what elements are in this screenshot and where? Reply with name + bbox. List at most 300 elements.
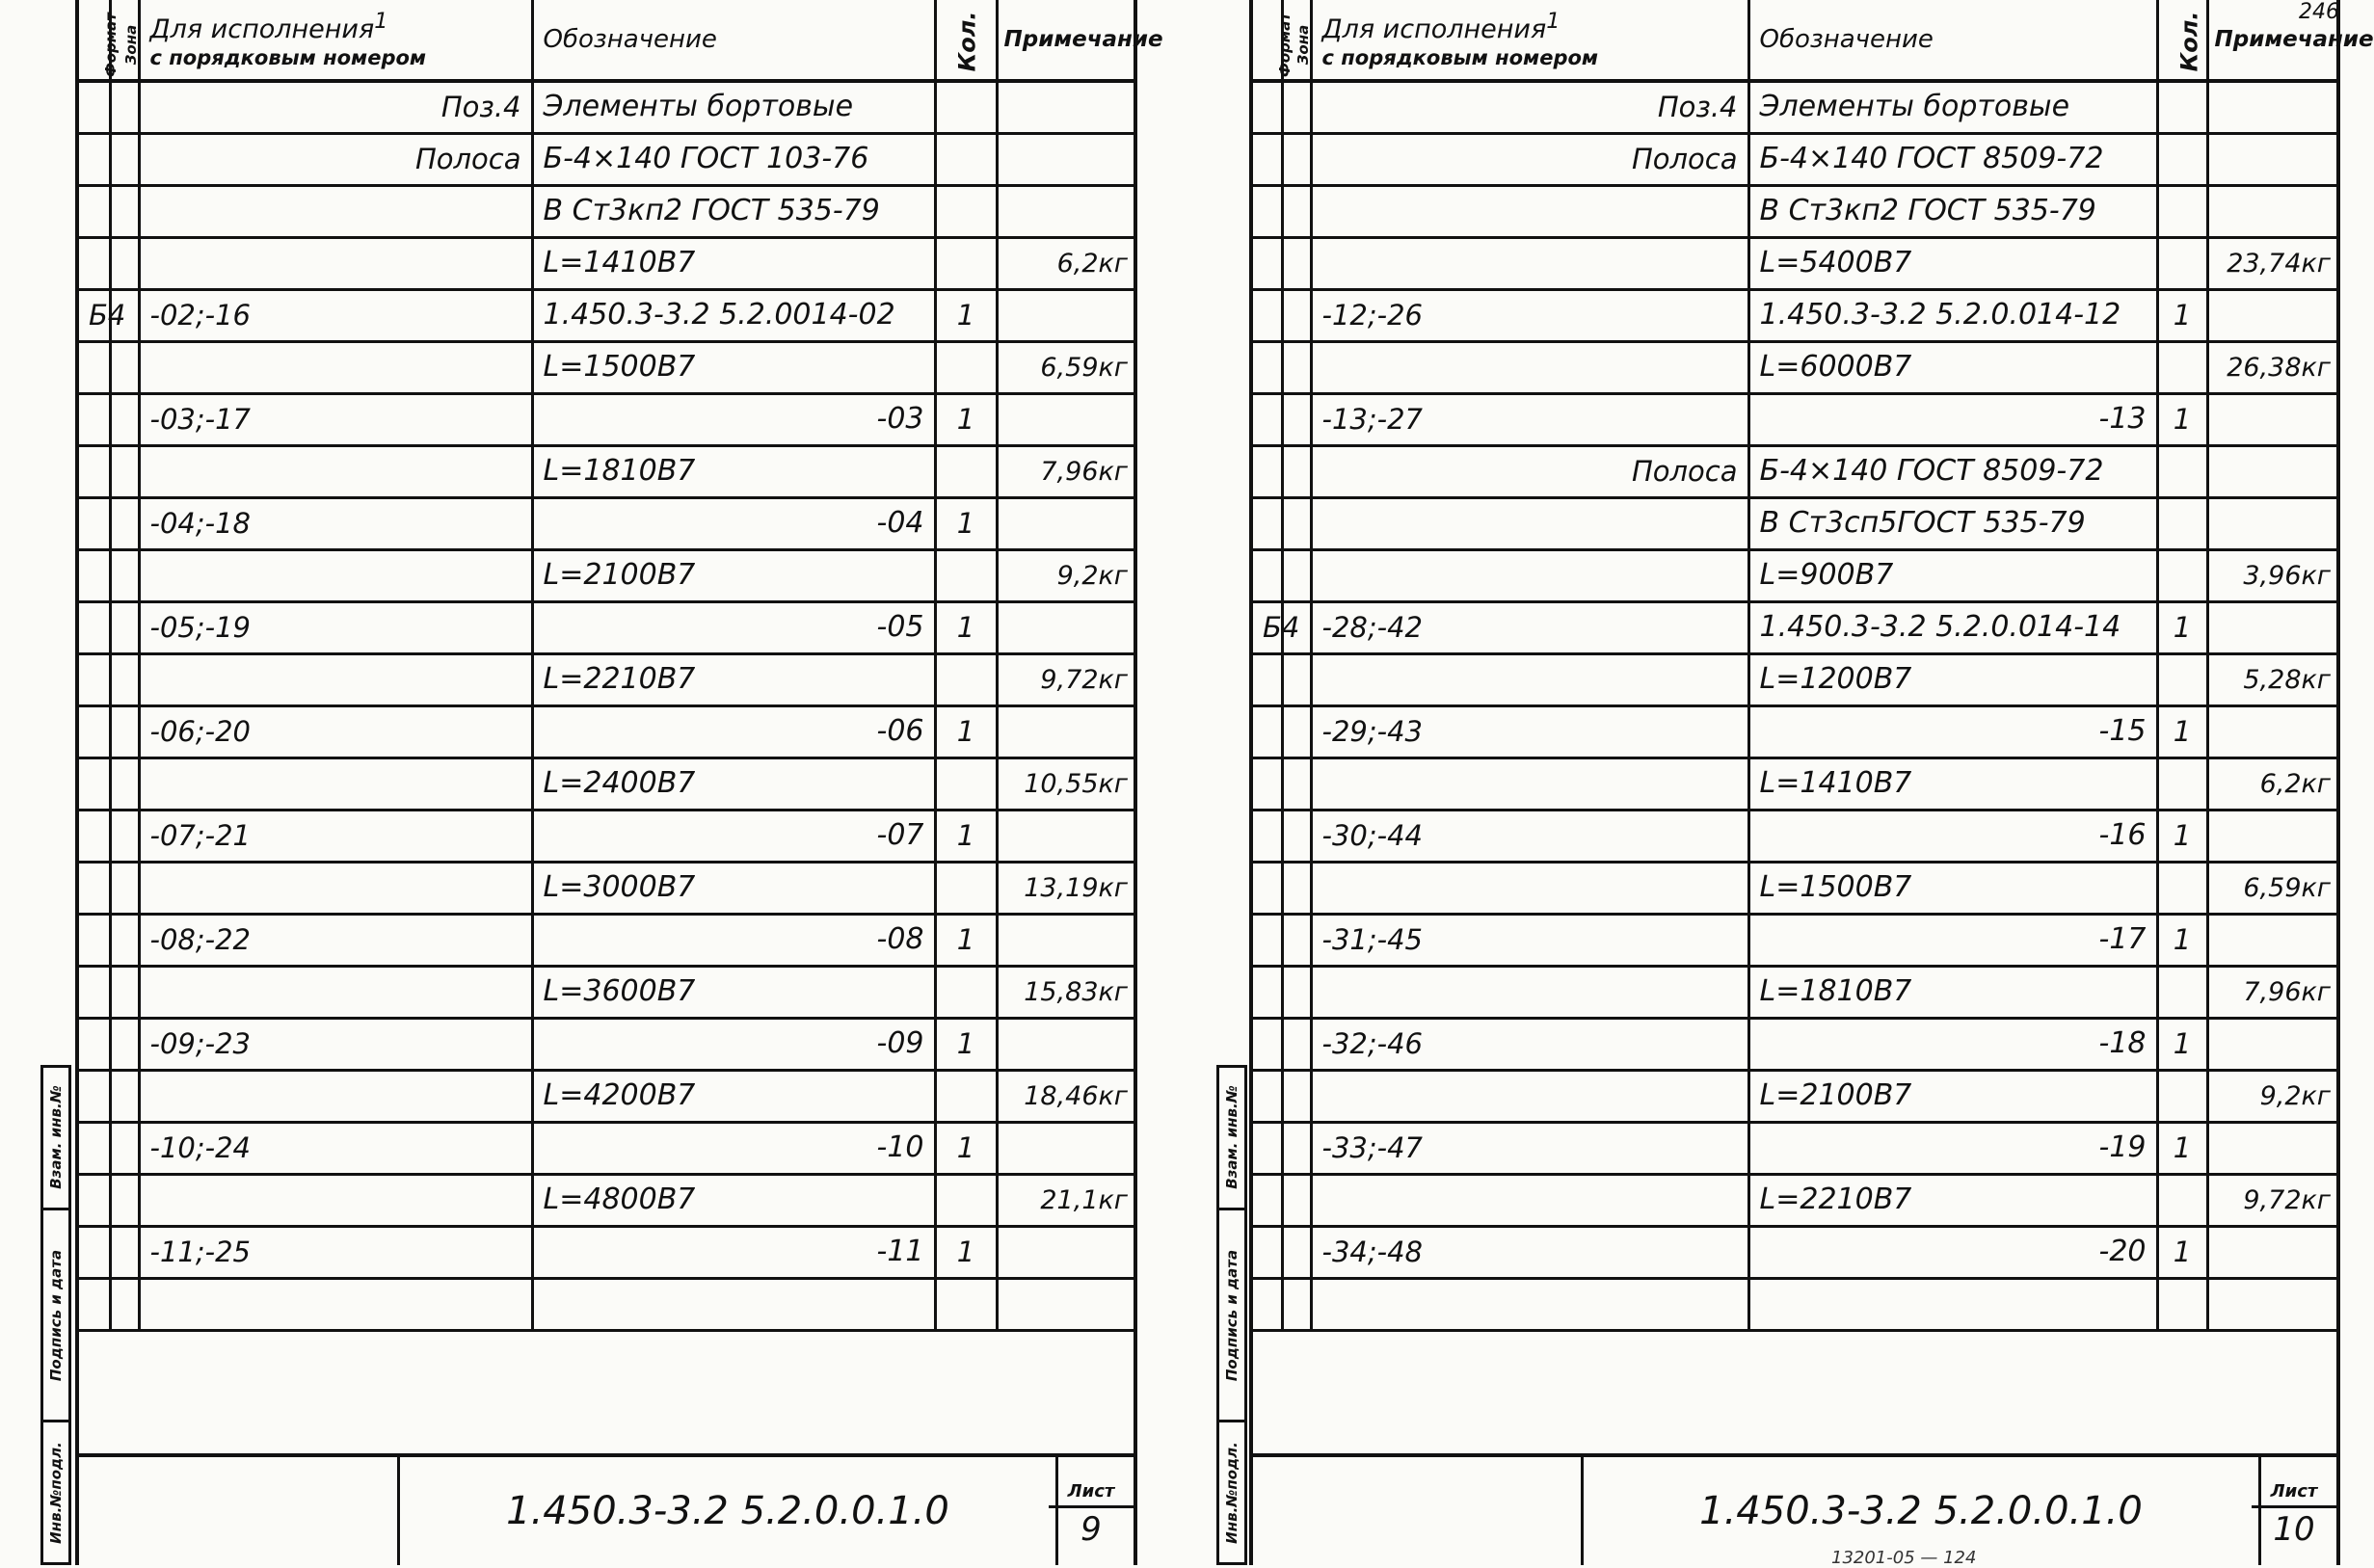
execution-cell (139, 549, 532, 601)
table-row (1253, 81, 2336, 133)
header-for-execution: Для исполнения$^1$ с порядковым номером (1311, 0, 1748, 81)
designation-cell: В Ст3кп2 ГОСТ 535-79 (532, 185, 935, 237)
format-cell (79, 1122, 110, 1174)
spec-table-right (1253, 0, 2374, 1332)
format-cell (1253, 966, 1282, 1018)
format-cell (79, 705, 110, 757)
table-row (79, 653, 1134, 705)
format-cell (79, 810, 110, 862)
designation-cell: -13 (1748, 393, 2157, 445)
note-cell (2207, 1122, 2336, 1174)
format-cell (1253, 1070, 1282, 1122)
note-cell (2207, 445, 2336, 497)
designation-cell: Элементы бортовые (532, 81, 935, 133)
note-cell (2207, 497, 2336, 549)
designation-cell: 1.450.3-3.2 5.2.0014-02 (532, 289, 935, 341)
note-cell (2207, 1018, 2336, 1070)
zone-cell (1282, 1174, 1311, 1226)
table-row (1253, 289, 2336, 341)
designation-cell: L=1810В7 (532, 445, 935, 497)
table-row (1253, 966, 2336, 1018)
note-cell (997, 81, 1134, 133)
quantity-cell (2157, 1070, 2207, 1122)
execution-cell: -03;-17 (139, 393, 532, 445)
format-cell (79, 966, 110, 1018)
note-cell (2207, 289, 2336, 341)
quantity-cell: 1 (2157, 705, 2207, 757)
table-row (79, 1070, 1134, 1122)
header-quantity: Кол. (935, 0, 997, 81)
designation-cell: -07 (532, 810, 935, 862)
format-cell (1253, 133, 1282, 185)
quantity-cell (935, 862, 997, 914)
table-row (1253, 1070, 2336, 1122)
note-cell (997, 1018, 1134, 1070)
spec-sheet-right (1249, 0, 2374, 1565)
quantity-cell (2157, 497, 2207, 549)
quantity-cell: 1 (2157, 393, 2207, 445)
note-cell (997, 1278, 1134, 1330)
format-cell (79, 497, 110, 549)
format-cell (79, 1174, 110, 1226)
original-inv-cell: Инв.№подл. (1223, 1441, 1240, 1544)
execution-cell: -28;-42 (1311, 601, 1748, 653)
quantity-cell (935, 445, 997, 497)
zone-cell (1282, 914, 1311, 966)
quantity-cell (935, 133, 997, 185)
zone-cell (110, 133, 139, 185)
note-cell: 13,19кг (997, 862, 1134, 914)
note-cell: 9,2кг (997, 549, 1134, 601)
zone-cell (1282, 497, 1311, 549)
table-row (1253, 810, 2336, 862)
zone-cell (1282, 185, 1311, 237)
quantity-cell (2157, 653, 2207, 705)
execution-cell: Поз.4 (139, 81, 532, 133)
designation-cell: В Ст3сп5ГОСТ 535-79 (1748, 497, 2157, 549)
original-inv-cell: Инв.№подл. (47, 1441, 65, 1544)
zone-cell (1282, 653, 1311, 705)
designation-cell: L=6000В7 (1748, 341, 2157, 393)
format-cell (79, 862, 110, 914)
table-row (79, 393, 1134, 445)
designation-cell: L=3000В7 (532, 862, 935, 914)
quantity-cell: 1 (2157, 1226, 2207, 1278)
designation-cell: L=4800В7 (532, 1174, 935, 1226)
header-designation: Обозначение (532, 0, 935, 81)
format-cell (1253, 393, 1282, 445)
zone-cell (110, 705, 139, 757)
table-row (79, 549, 1134, 601)
sheet-number: 10 (2273, 1510, 2315, 1549)
execution-cell (1311, 341, 1748, 393)
execution-cell (1311, 185, 1748, 237)
quantity-cell: 1 (935, 1122, 997, 1174)
zone-cell (1282, 445, 1311, 497)
quantity-cell (935, 1174, 997, 1226)
format-cell (79, 445, 110, 497)
format-cell (1253, 1018, 1282, 1070)
header-format: Формат (79, 0, 110, 81)
quantity-cell (935, 653, 997, 705)
zone-cell (110, 653, 139, 705)
designation-cell: Б-4×140 ГОСТ 103-76 (532, 133, 935, 185)
execution-cell: -10;-24 (139, 1122, 532, 1174)
table-row (79, 81, 1134, 133)
note-cell (2207, 601, 2336, 653)
note-cell (997, 289, 1134, 341)
zone-cell (110, 549, 139, 601)
header-format: Формат (1253, 0, 1282, 81)
table-row (79, 1018, 1134, 1070)
quantity-cell: 1 (935, 497, 997, 549)
format-cell (79, 601, 110, 653)
note-cell (997, 393, 1134, 445)
execution-cell: -06;-20 (139, 705, 532, 757)
format-cell (79, 1278, 110, 1330)
table-row (1253, 1122, 2336, 1174)
note-cell: 23,74кг (2207, 237, 2336, 289)
zone-cell (1282, 1226, 1311, 1278)
note-cell (997, 133, 1134, 185)
sheet-label: Лист (2252, 1478, 2336, 1508)
table-row (1253, 237, 2336, 289)
designation-cell: -06 (532, 705, 935, 757)
zone-cell (1282, 133, 1311, 185)
note-cell: 9,2кг (2207, 1070, 2336, 1122)
zone-cell (110, 1226, 139, 1278)
note-cell: 6,2кг (2207, 757, 2336, 810)
zone-cell (1282, 1070, 1311, 1122)
format-cell (1253, 1226, 1282, 1278)
zone-cell (110, 810, 139, 862)
zone-cell (110, 1122, 139, 1174)
quantity-cell (2157, 237, 2207, 289)
note-cell (997, 185, 1134, 237)
designation-cell: L=3600В7 (532, 966, 935, 1018)
header-for-execution: Для исполнения$^1$ с порядковым номером (139, 0, 532, 81)
zone-cell (1282, 810, 1311, 862)
quantity-cell: 1 (2157, 810, 2207, 862)
designation-cell: L=1200В7 (1748, 653, 2157, 705)
note-cell: 26,38кг (2207, 341, 2336, 393)
execution-cell (1311, 1174, 1748, 1226)
designation-cell (532, 1278, 935, 1330)
execution-cell: Полоса (139, 133, 532, 185)
table-row (1253, 1226, 2336, 1278)
designation-cell: L=2400В7 (532, 757, 935, 810)
table-row (1253, 1174, 2336, 1226)
format-cell (1253, 653, 1282, 705)
format-cell: Б4 (1253, 601, 1282, 653)
note-cell (997, 705, 1134, 757)
format-cell (79, 133, 110, 185)
zone-cell (1282, 966, 1311, 1018)
execution-cell: Поз.4 (1311, 81, 1748, 133)
table-row (79, 289, 1134, 341)
designation-cell: L=5400В7 (1748, 237, 2157, 289)
zone-cell (1282, 393, 1311, 445)
quantity-cell: 1 (935, 1018, 997, 1070)
note-cell (2207, 810, 2336, 862)
designation-cell: В Ст3кп2 ГОСТ 535-79 (1748, 185, 2157, 237)
zone-cell (110, 185, 139, 237)
quantity-cell: 1 (935, 914, 997, 966)
zone-cell (110, 914, 139, 966)
zone-cell (110, 1174, 139, 1226)
zone-cell (1282, 341, 1311, 393)
note-cell (2207, 185, 2336, 237)
designation-cell: L=1410В7 (1748, 757, 2157, 810)
format-cell (79, 757, 110, 810)
quantity-cell: 1 (2157, 1122, 2207, 1174)
zone-cell (1282, 862, 1311, 914)
format-cell (79, 1018, 110, 1070)
document-code: 1.450.3-3.2 5.2.0.0.1.0 (1581, 1457, 2261, 1565)
designation-cell: Б-4×140 ГОСТ 8509-72 (1748, 133, 2157, 185)
quantity-cell (935, 341, 997, 393)
replaced-inv-cell: Взам. инв.№ (1219, 1068, 1244, 1210)
designation-cell: L=1410В7 (532, 237, 935, 289)
quantity-cell (2157, 341, 2207, 393)
quantity-cell (935, 1070, 997, 1122)
note-cell: 6,59кг (997, 341, 1134, 393)
execution-cell: -30;-44 (1311, 810, 1748, 862)
designation-cell: -17 (1748, 914, 2157, 966)
table-row (1253, 445, 2336, 497)
note-cell: 15,83кг (997, 966, 1134, 1018)
quantity-cell (2157, 549, 2207, 601)
quantity-cell (2157, 1174, 2207, 1226)
designation-cell: L=1500В7 (1748, 862, 2157, 914)
execution-cell: Полоса (1311, 445, 1748, 497)
designation-cell: -18 (1748, 1018, 2157, 1070)
table-row (79, 1174, 1134, 1226)
format-cell (1253, 862, 1282, 914)
format-cell: Б4 (79, 289, 110, 341)
sheet-number-box (1049, 1457, 1134, 1565)
side-strip-left (40, 1065, 71, 1565)
quantity-cell (935, 549, 997, 601)
note-cell: 18,46кг (997, 1070, 1134, 1122)
execution-cell: -09;-23 (139, 1018, 532, 1070)
table-row (79, 810, 1134, 862)
note-cell: 6,2кг (997, 237, 1134, 289)
signature-date-cell: Подпись и дата (43, 1210, 68, 1422)
zone-cell (1282, 705, 1311, 757)
note-cell (2207, 1278, 2336, 1330)
designation-cell: -03 (532, 393, 935, 445)
table-row (1253, 705, 2336, 757)
signature-date-cell: Подпись и дата (1219, 1210, 1244, 1422)
format-cell (1253, 341, 1282, 393)
quantity-cell (935, 81, 997, 133)
format-cell (1253, 497, 1282, 549)
designation-cell: L=1500В7 (532, 341, 935, 393)
designation-cell (1748, 1278, 2157, 1330)
designation-cell: Б-4×140 ГОСТ 8509-72 (1748, 445, 2157, 497)
execution-cell (1311, 1278, 1748, 1330)
header-zone: Зона (1282, 0, 1311, 81)
note-cell: 9,72кг (2207, 1174, 2336, 1226)
format-cell (1253, 237, 1282, 289)
zone-cell (110, 445, 139, 497)
note-cell: 6,59кг (2207, 862, 2336, 914)
zone-cell (110, 1018, 139, 1070)
designation-cell: L=1810В7 (1748, 966, 2157, 1018)
document-code: 1.450.3-3.2 5.2.0.0.1.0 (397, 1457, 1058, 1565)
designation-cell: L=2210В7 (532, 653, 935, 705)
execution-cell (139, 966, 532, 1018)
quantity-cell (935, 185, 997, 237)
zone-cell (110, 497, 139, 549)
quantity-cell (2157, 81, 2207, 133)
format-cell (1253, 705, 1282, 757)
execution-cell: -33;-47 (1311, 1122, 1748, 1174)
execution-cell: -11;-25 (139, 1226, 532, 1278)
designation-cell: -08 (532, 914, 935, 966)
table-row (1253, 757, 2336, 810)
table-row (1253, 1018, 2336, 1070)
execution-cell: -29;-43 (1311, 705, 1748, 757)
execution-cell (139, 862, 532, 914)
note-cell (2207, 705, 2336, 757)
table-row (79, 601, 1134, 653)
table-row (79, 341, 1134, 393)
format-cell (79, 914, 110, 966)
execution-cell (1311, 862, 1748, 914)
designation-cell: -11 (532, 1226, 935, 1278)
note-cell (997, 497, 1134, 549)
quantity-cell: 1 (935, 601, 997, 653)
table-row (79, 914, 1134, 966)
table-header (79, 0, 1134, 81)
sheet-number: 9 (1080, 1510, 1102, 1549)
zone-cell (1282, 1018, 1311, 1070)
zone-cell (1282, 757, 1311, 810)
execution-cell (139, 185, 532, 237)
table-row (1253, 393, 2336, 445)
format-cell (1253, 810, 1282, 862)
quantity-cell: 1 (935, 705, 997, 757)
table-row (79, 237, 1134, 289)
zone-cell (110, 862, 139, 914)
designation-cell: -10 (532, 1122, 935, 1174)
execution-cell (139, 341, 532, 393)
format-cell (1253, 445, 1282, 497)
page-number: 246 (2299, 0, 2339, 24)
designation-cell: -19 (1748, 1122, 2157, 1174)
table-row (1253, 862, 2336, 914)
header-footnote: 1 (1546, 9, 1560, 34)
format-cell (1253, 914, 1282, 966)
quantity-cell (935, 1278, 997, 1330)
designation-cell: L=900В7 (1748, 549, 2157, 601)
quantity-cell (2157, 445, 2207, 497)
note-cell: 9,72кг (997, 653, 1134, 705)
execution-cell (139, 445, 532, 497)
designation-cell: -09 (532, 1018, 935, 1070)
table-row (79, 1278, 1134, 1330)
note-cell: 21,1кг (997, 1174, 1134, 1226)
zone-cell (1282, 289, 1311, 341)
execution-cell: -34;-48 (1311, 1226, 1748, 1278)
header-note: Примечание (997, 0, 1134, 81)
execution-cell (139, 1174, 532, 1226)
zone-cell (110, 393, 139, 445)
format-cell (1253, 289, 1282, 341)
format-cell (79, 1226, 110, 1278)
table-row (79, 862, 1134, 914)
execution-cell: -08;-22 (139, 914, 532, 966)
replaced-inv-cell: Взам. инв.№ (43, 1068, 68, 1210)
quantity-cell (935, 237, 997, 289)
zone-cell (110, 81, 139, 133)
zone-cell (1282, 237, 1311, 289)
quantity-cell (2157, 757, 2207, 810)
designation-cell: L=2100В7 (1748, 1070, 2157, 1122)
zone-cell (110, 966, 139, 1018)
execution-cell (1311, 497, 1748, 549)
table-row (1253, 1278, 2336, 1330)
table-row (79, 966, 1134, 1018)
designation-cell: -20 (1748, 1226, 2157, 1278)
format-cell (79, 237, 110, 289)
quantity-cell: 1 (2157, 1018, 2207, 1070)
note-cell: 3,96кг (2207, 549, 2336, 601)
note-cell: 7,96кг (997, 445, 1134, 497)
table-row (1253, 549, 2336, 601)
execution-cell: -12;-26 (1311, 289, 1748, 341)
table-row (79, 1226, 1134, 1278)
spec-table-left (79, 0, 1163, 1332)
execution-cell (1311, 653, 1748, 705)
note-cell (997, 914, 1134, 966)
side-strip-right (1216, 1065, 1247, 1565)
execution-cell (139, 653, 532, 705)
execution-cell (1311, 549, 1748, 601)
format-cell (79, 185, 110, 237)
format-cell (79, 393, 110, 445)
format-cell (1253, 1278, 1282, 1330)
format-cell (79, 81, 110, 133)
format-cell (1253, 1122, 1282, 1174)
spec-sheet-left (75, 0, 1163, 1565)
format-cell (1253, 757, 1282, 810)
designation-cell: L=2100В7 (532, 549, 935, 601)
format-cell (1253, 549, 1282, 601)
execution-cell (139, 1278, 532, 1330)
zone-cell (1282, 81, 1311, 133)
zone-cell (110, 341, 139, 393)
quantity-cell (935, 966, 997, 1018)
table-header (1253, 0, 2336, 81)
quantity-cell (2157, 185, 2207, 237)
designation-cell: Элементы бортовые (1748, 81, 2157, 133)
zone-cell (110, 1278, 139, 1330)
archive-code: 13201-05 — 124 (1831, 1548, 1977, 1568)
format-cell (79, 549, 110, 601)
execution-cell: -07;-21 (139, 810, 532, 862)
note-cell (997, 810, 1134, 862)
format-cell (1253, 185, 1282, 237)
note-cell: 10,55кг (997, 757, 1134, 810)
format-cell (79, 341, 110, 393)
table-row (1253, 185, 2336, 237)
designation-cell: -15 (1748, 705, 2157, 757)
format-cell (79, 653, 110, 705)
quantity-cell (2157, 862, 2207, 914)
